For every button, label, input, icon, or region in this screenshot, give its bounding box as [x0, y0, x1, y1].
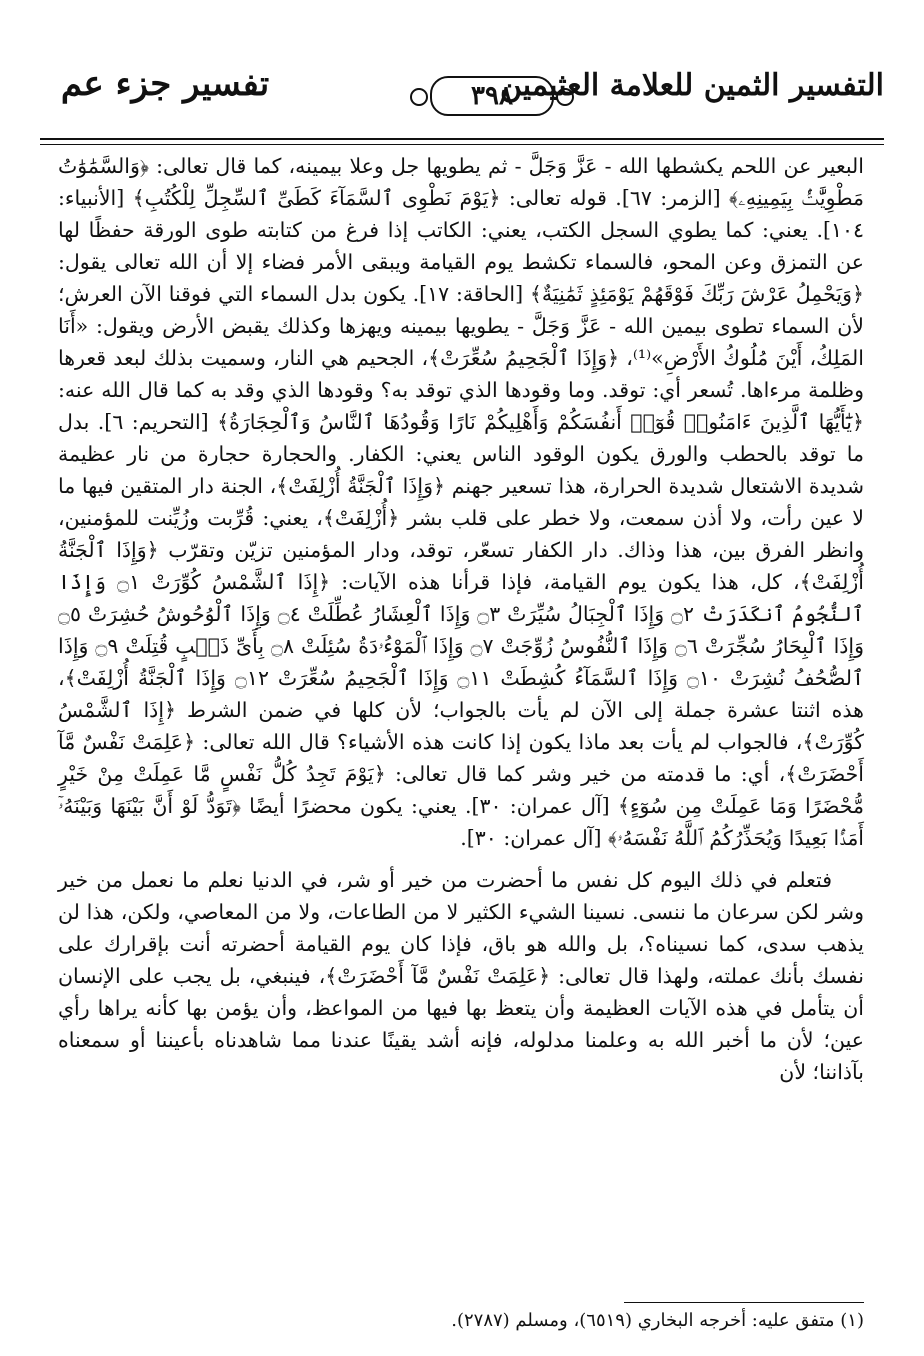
book-part-title: تفسير جزء عم: [60, 64, 270, 104]
book-title: التفسير الثمين للعلامة العثيمين: [499, 68, 884, 103]
body-paragraph-1: البعير عن اللحم يكشطها الله - عَزَّ وَجَلَّ - ثم يطويها جل وعلا بيمينه، كما قال تعالى: ﴿وَالسَّمَٰوَٰتُ مَطْوِيَّٰتُۢ بِيَمِينِهِۦ﴾ [الزمر: ٦٧]. قوله تعالى: ﴿يَوْمَ نَطْوِى ٱلسَّمَآءَ كَطَىِّ ٱلسِّجِلِّ لِلْكُتُبِ﴾ [الأنبياء: ١٠٤]. يعني: كما يطوي السجل الكتب، يعني: الكاتب إذا فرغ من كتابته طوى الورقة حفظًا لها عن التمزق وعن المحو، فالسماء تكشط يوم القيامة ويبقى الأمر فضاء إلا أن الله تعالى يقول: ﴿وَيَحْمِلُ عَرْشَ رَبِّكَ فَوْقَهُمْ يَوْمَئِذٍ ثَمَٰنِيَةٌ﴾ [الحاقة: ١٧]. يكون بدل السماء التي فوقنا الآن العرش؛ لأن السماء تطوى بيمين الله - عَزَّ وَجَلَّ - يطويها بيمينه ويهزها وكذلك يقبض الأرض ويقول: «أَنَا المَلِكُ، أَيْنَ مُلُوكُ الأَرْضِ»⁽¹⁾، ﴿وَإِذَا ٱلْجَحِيمُ سُعِّرَتْ﴾، الجحيم هي النار، وسميت بذلك لبعد قعرها وظلمة مرءاها. تُسعر أي: توقد. وما وقودها الذي توقد به؟ وقودها الذي وقد به كما قال الله عنه: ﴿يَٰٓأَيُّهَا ٱلَّذِينَ ءَامَنُوا۟ قُوٓا۟ أَنفُسَكُمْ وَأَهْلِيكُمْ نَارًا وَقُودُهَا ٱلنَّاسُ وَٱلْحِجَارَةُ﴾ [التحريم: ٦]. بدل ما توقد بالحطب والورق يكون الوقود الناس يعني: الكفار. والحجارة حجارة من نار عظيمة شديدة الاشتعال شديدة الحرارة، هذا تسعير جهنم ﴿وَإِذَا ٱلْجَنَّةُ أُزْلِفَتْ﴾، الجنة دار المتقين فيها ما لا عين رأت، ولا أذن سمعت، ولا خطر على قلب بشر ﴿أُزْلِفَتْ﴾، يعني: قُرِّبت وزُيِّنت للمؤمنين، وانظر الفرق بين، هذا وذاك. دار الكفار تسعّر، توقد، ودار المؤمنين تزيّن وتقرّب ﴿وَإِذَا ٱلْجَنَّةُ أُزْلِفَتْ﴾، كل، هذا يكون يوم القيامة، فإذا قرأنا هذه الآيات: ﴿إِذَا ٱلشَّمْسُ كُوِّرَتْ ۝١ وَإِذَا ٱلنُّجُومُ ٱنكَدَرَتْ ۝٢ وَإِذَا ٱلْجِبَالُ سُيِّرَتْ ۝٣ وَإِذَا ٱلْعِشَارُ عُطِّلَتْ ۝٤ وَإِذَا ٱلْوُحُوشُ حُشِرَتْ ۝٥ وَإِذَا ٱلْبِحَارُ سُجِّرَتْ ۝٦ وَإِذَا ٱلنُّفُوسُ زُوِّجَتْ ۝٧ وَإِذَا ٱلْمَوْءُۥدَةُ سُئِلَتْ ۝٨ بِأَىِّ ذَنۢبٍ قُتِلَتْ ۝٩ وَإِذَا ٱلصُّحُفُ نُشِرَتْ ۝١٠ وَإِذَا ٱلسَّمَآءُ كُشِطَتْ ۝١١ وَإِذَا ٱلْجَحِيمُ سُعِّرَتْ ۝١٢ وَإِذَا ٱلْجَنَّةُ أُزْلِفَتْ﴾، هذه اثنتا عشرة جملة إلى الآن لم يأت بالجواب؛ لأن كلها في ضمن الشرط ﴿إِذَا ٱلشَّمْسُ كُوِّرَتْ﴾، فالجواب لم يأت بعد ماذا يكون إذا كانت هذه الأشياء؟ قال الله تعالى: ﴿عَلِمَتْ نَفْسٌ مَّآ أَحْضَرَتْ﴾، أي: ما قدمته من خير وشر كما قال تعالى: ﴿يَوْمَ تَجِدُ كُلُّ نَفْسٍ مَّا عَمِلَتْ مِنْ خَيْرٍ مُّحْضَرًا وَمَا عَمِلَتْ مِن سُوٓءٍ﴾ [آل عمران: ٣٠]. يعني: يكون محضرًا أيضًا ﴿تَوَدُّ لَوْ أَنَّ بَيْنَهَا وَبَيْنَهُۥٓ أَمَدًۢا بَعِيدًا وَيُحَذِّرُكُمُ ٱللَّهُ نَفْسَهُۥ﴾ [آل عمران: ٣٠].: [58, 154, 865, 850]
page-number: ٣٩٨: [430, 76, 554, 116]
body-paragraph-2: فتعلم في ذلك اليوم كل نفس ما أحضرت من خير أو شر، في الدنيا نعلم ما نعمل من خير وشر لكن سرعان ما ننسى. نسينا الشيء الكثير لا من الطاعات، ولا من المعاصي، ولكن، هذا لن يذهب سدى، كما نسيناه؟، بل والله هو باق، فإذا كان يوم القيامة أحضرته أنت بإقرارك على نفسك بأنك عملته، ولهذا قال تعالى: ﴿عَلِمَتْ نَفْسٌ مَّآ أَحْضَرَتْ﴾، فينبغي، بل يجب على الإنسان أن يتأمل في هذه الآيات العظيمة وأن يتعظ بها فيها من المواعظ، وأن يؤمن بها كأنه يراها رأي عين؛ لأن ما أخبر الله به وعلمنا مدلوله، فإنه أشد يقينًا عندنا مما شاهدناه بأعيننا أو سمعناه بآذاننا؛ لأن: [58, 868, 864, 1084]
page-header: [40, 58, 884, 150]
footnote: (١) متفق عليه: أخرجه البخاري (٦٥١٩)، ومسلم (٢٧٨٧).: [451, 1310, 864, 1331]
header-divider: [40, 138, 884, 140]
header-divider-thin: [40, 144, 884, 145]
page-body: [58, 150, 864, 1088]
footnote-divider: [624, 1302, 864, 1303]
